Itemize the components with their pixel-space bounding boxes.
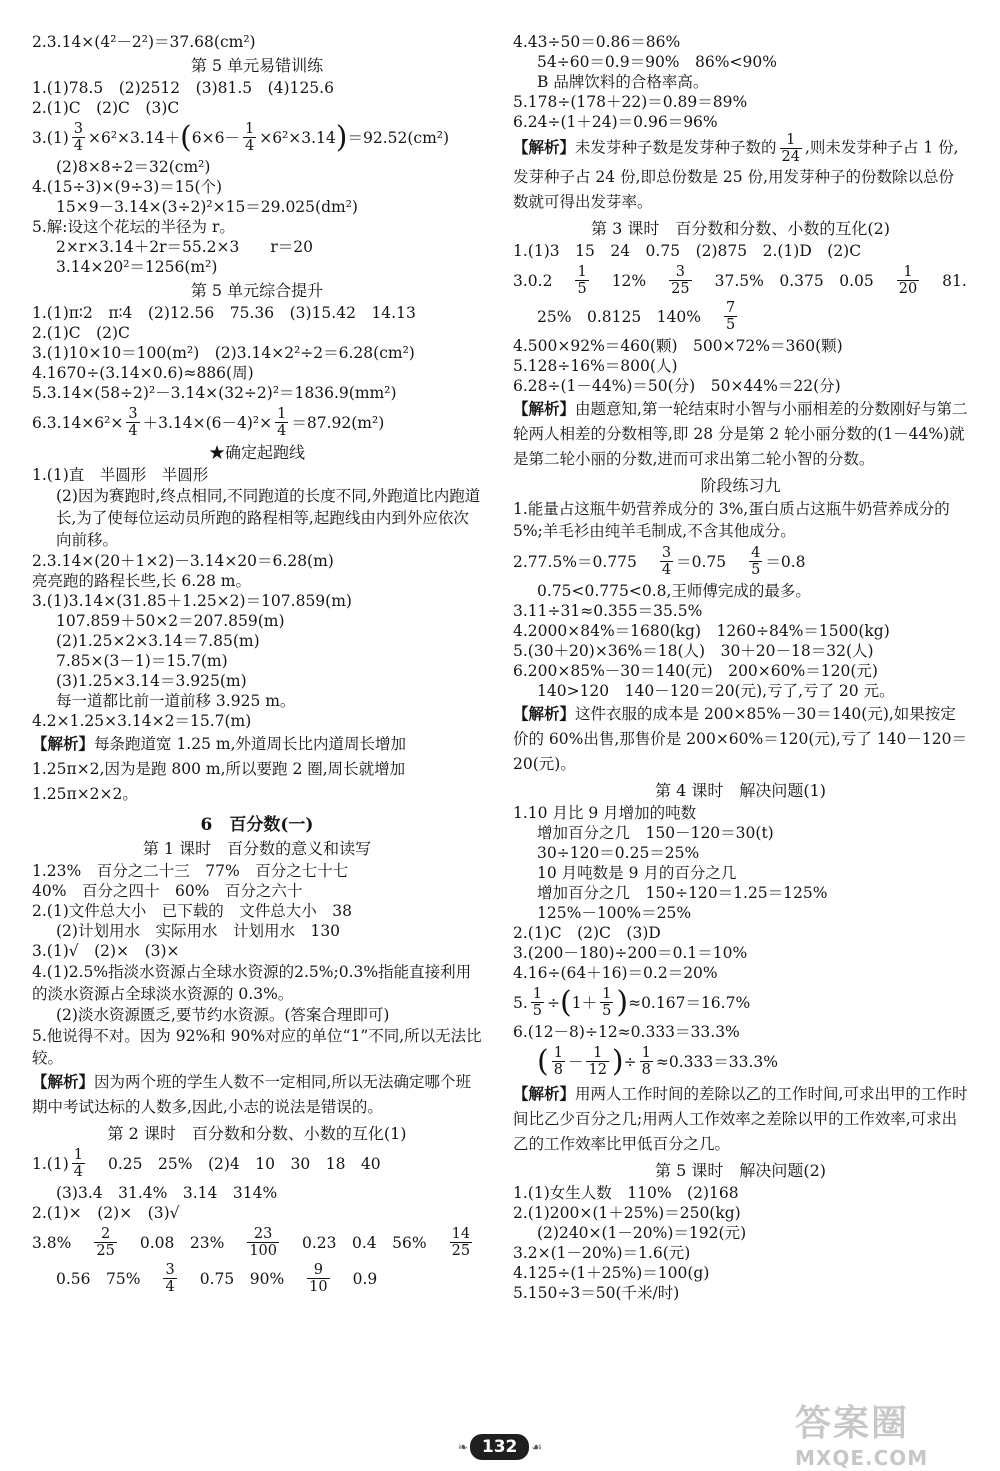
- fraction: 1 12: [588, 1045, 607, 1078]
- text: 0.56 75%: [56, 1269, 141, 1288]
- answer-line: 2.(1)× (2)× (3)√: [32, 1204, 180, 1222]
- answer-line: 125%－100%＝25%: [537, 904, 692, 922]
- answer-line: (3)3.4 31.4% 3.14 314%: [56, 1184, 278, 1202]
- answer-line: (3)1.25×3.14＝3.925(m): [56, 672, 247, 690]
- answer-line: 54÷60＝0.9＝90% 86%<90%: [537, 53, 777, 71]
- answer-line: 3.2×(1－20%)＝1.6(元): [513, 1244, 691, 1262]
- answer-line: 3.(1)10×10＝100(m²) (2)3.14×2²÷2＝6.28(cm²): [32, 344, 415, 362]
- analysis-label: 【解析】: [32, 1072, 95, 1091]
- text: ＝0.8: [765, 552, 806, 571]
- section-heading: 第 2 课时 百分数和分数、小数的互化(1): [107, 1124, 407, 1143]
- fraction: $\frac{1}{5}$: [532, 986, 543, 1019]
- analysis-text: 因为两个班的学生人数不一定相同,所以无法确定哪个班期中考试达标的人数多,因此,小志的说法是错误的。: [32, 1073, 471, 1116]
- answer-line: 2.(1)C (2)C (3)C: [32, 99, 180, 117]
- fraction: 3 4: [661, 545, 672, 578]
- fraction: $\frac{3}{4}$: [73, 121, 83, 154]
- answer-line: 2.(1)C (2)C: [32, 324, 130, 342]
- fraction: 7 5: [726, 300, 736, 333]
- answer-line-formula: [32, 1262, 482, 1295]
- text: 3.0.2: [513, 271, 553, 290]
- answer-line: 5.150÷3＝50(千米/时): [513, 1284, 680, 1302]
- text: 0.25 25% (2)4 10 30 18 40: [107, 1154, 381, 1173]
- page-number: [450, 1430, 550, 1464]
- answer-line: (2)计划用水 实际用水 计划用水 130: [56, 922, 341, 940]
- answer-line: 1.23% 百分之二十三 77% 百分之七十七: [32, 862, 349, 880]
- paren: ): [335, 119, 348, 155]
- analysis-label: 【解析】: [513, 399, 576, 418]
- fraction: $\frac{1}{4}$: [244, 121, 255, 154]
- answer-line: B 品牌饮料的合格率高。: [537, 73, 709, 91]
- answer-line: 5.解:设这个花坛的半径为 r。: [32, 218, 235, 236]
- text: ＝87.92(m²): [291, 413, 385, 432]
- text: 5.: [513, 993, 528, 1012]
- text: ＝0.75: [676, 552, 727, 571]
- section-heading: 阶段练习九: [700, 476, 781, 495]
- text: 3.(1): [32, 128, 69, 147]
- analysis-text: 用两人工作时间的差除以乙的工作时间,可求出甲的工作时间比乙少百分之几;用两人工作效率之差除以甲的工作效率,可求出乙的工作效率比甲低百分之几。: [513, 1085, 968, 1153]
- fraction: 2 25: [96, 1226, 115, 1259]
- answer-line: 3.14×20²＝1256(m²): [56, 258, 218, 276]
- answer-line: (2)淡水资源匮乏,要节约水资源。(答案合理即可): [56, 1006, 390, 1024]
- section-heading: 第 5 单元易错训练: [190, 56, 324, 75]
- answer-line: 15×9－3.14×(3÷2)²×15＝29.025(dm²): [56, 198, 358, 216]
- answer-line: 1.10 月比 9 月增加的吨数: [513, 804, 697, 822]
- section-heading: 第 5 课时 解决问题(2): [654, 1161, 827, 1180]
- answer-line: (2)240×(1－20%)＝192(元): [537, 1224, 747, 1242]
- text: ＝92.52(cm²): [347, 128, 450, 147]
- answer-line: 1.(1)直 半圆形 半圆形: [32, 466, 209, 484]
- answer-line: 4.16÷(64＋16)＝0.2＝20%: [513, 964, 718, 982]
- answer-line-formula: [513, 986, 968, 1019]
- text: 81.: [942, 271, 967, 290]
- answer-line: 4.125÷(1＋25%)＝100(g): [513, 1264, 710, 1282]
- analysis-text: 由题意知,第一轮结束时小智与小丽相差的分数刚好与第二轮两人相差的分数相等,即 28 分是第 2 轮小丽分数的(1－44%)就是第二轮小丽的分数,进而可求出第二轮小智的分数。: [513, 400, 968, 468]
- answer-line: (2)8×8÷2＝32(cm²): [56, 158, 211, 176]
- text: 1＋: [571, 993, 598, 1012]
- answer-line: 1.(1)π∶2 π∶4 (2)12.56 75.36 (3)15.42 14.13: [32, 304, 416, 322]
- answer-line: 30÷120＝0.25＝25%: [537, 844, 700, 862]
- section-heading: 第 4 课时 解决问题(1): [654, 781, 827, 800]
- fraction: 1 4: [73, 1147, 83, 1180]
- text: ≈0.333＝33.3%: [655, 1052, 778, 1071]
- answer-line: 5.128÷16%＝800(人): [513, 357, 678, 375]
- analysis-paragraph: [513, 132, 968, 215]
- right-column: [513, 32, 968, 1303]
- analysis-text: ,则未发芽种子占 1 份,发芽种子占 24 份,即总份数是 25 份,用发芽种子的份数除以总份数就可得出发芽率。: [513, 138, 959, 211]
- fraction: 4 5: [751, 545, 761, 578]
- fraction: $\frac{3}{4}$: [128, 406, 138, 439]
- section-heading: 第 1 课时 百分数的意义和读写: [142, 839, 372, 858]
- answer-line-formula: [513, 300, 968, 333]
- paren: ): [611, 1043, 624, 1079]
- answer-line: 增加百分之几 150－120＝30(t): [537, 824, 774, 842]
- answer-line: 增加百分之几 150÷120＝1.25＝125%: [537, 884, 828, 902]
- text: 12%: [611, 271, 647, 290]
- fraction: $\frac{1}{24}$: [781, 132, 800, 165]
- section-heading: 第 5 单元综合提升: [190, 281, 324, 300]
- answer-paragraph: 5.他说得不对。因为 92%和 90%对应的单位“1”不同,所以无法比较。: [32, 1027, 482, 1067]
- text: ×6²×3.14: [259, 128, 336, 147]
- watermark: [795, 1395, 985, 1470]
- text: 3.8%: [32, 1233, 72, 1252]
- text: ＋3.14×(6－4)²×: [142, 413, 273, 432]
- answer-line: 7.85×(3－1)＝15.7(m): [56, 652, 228, 670]
- answer-line: 40% 百分之四十 60% 百分之六十: [32, 882, 303, 900]
- answer-line-formula: [32, 406, 482, 439]
- answer-line: 亮亮跑的路程长些,长 6.28 m。: [32, 572, 251, 590]
- fraction: 1 5: [602, 986, 612, 1019]
- answer-line: 1.(1)女生人数 110% (2)168: [513, 1184, 739, 1202]
- answer-line: 3.(1)√ (2)× (3)×: [32, 942, 180, 960]
- text: 0.08 23%: [139, 1233, 225, 1252]
- answer-line: 5.178÷(178＋22)＝0.89＝89%: [513, 93, 748, 111]
- answer-line: 2.3.14×(4²－2²)＝37.68(cm²): [32, 33, 256, 51]
- answer-line: 2×r×3.14＋2r＝55.2×3 r＝20: [56, 238, 314, 256]
- text: 37.5% 0.375 0.05: [714, 271, 874, 290]
- answer-line: 140>120 140－120＝20(元),亏了,亏了 20 元。: [537, 682, 895, 700]
- text: 6.3.14×6²×: [32, 413, 124, 432]
- text: ×6²×3.14＋: [87, 128, 181, 147]
- answer-line-formula: [32, 1147, 482, 1180]
- text: ≈0.167＝16.7%: [628, 993, 751, 1012]
- answer-line: 每一道都比前一道前移 3.925 m。: [56, 692, 296, 710]
- text: 6×6－: [191, 128, 240, 147]
- answer-line-formula: [513, 545, 968, 578]
- fraction: 3 25: [671, 264, 690, 297]
- answer-line: 3.(200－180)÷200＝0.1＝10%: [513, 944, 748, 962]
- answer-line: 4.(15÷3)×(9÷3)＝15(个): [32, 178, 223, 196]
- text: 0.9: [352, 1269, 378, 1288]
- text: 0.23 0.4 56%: [302, 1233, 427, 1252]
- answer-line: 2.3.14×(20＋1×2)－3.14×20＝6.28(m): [32, 552, 334, 570]
- fraction: 1 20: [898, 264, 918, 297]
- analysis-label: 【解析】: [513, 704, 576, 723]
- analysis-text: 未发芽种子数是发芽种子数的: [575, 138, 777, 157]
- answer-line: 3.11÷31≈0.355＝35.5%: [513, 602, 703, 620]
- watermark-line1: 答案圈: [795, 1403, 910, 1444]
- answer-line: (2)1.25×2×3.14＝7.85(m): [56, 632, 260, 650]
- answer-line: 4.2×1.25×3.14×2＝15.7(m): [32, 712, 252, 730]
- answer-line: 4.500×92%＝460(颗) 500×72%＝360(颗): [513, 337, 843, 355]
- answer-line-formula: [32, 121, 482, 154]
- analysis-text: 这件衣服的成本是 200×85%－30＝140(元),如果按定价的 60%出售,那售价是 200×60%＝120(元),亏了 140－120＝20(元)。: [513, 705, 967, 773]
- answer-paragraph: 1.能量占这瓶牛奶营养成分的 3%,蛋白质占这瓶牛奶营养成分的 5%;羊毛衫由纯羊毛制成,不含其他成分。: [513, 500, 950, 540]
- answer-paragraph: 4.(1)2.5%指淡水资源占全球水资源的2.5%;0.3%指能直接利用的淡水资源占全球淡水资源的 0.3%。: [32, 963, 472, 1003]
- fraction: 1 8: [553, 1045, 563, 1078]
- text: ÷: [623, 1052, 637, 1071]
- paren: (: [560, 984, 572, 1020]
- answer-line: 3.(1)3.14×(31.85＋1.25×2)＝107.859(m): [32, 592, 352, 610]
- answer-line: 4.2000×84%＝1680(kg) 1260÷84%＝1500(kg): [513, 622, 890, 640]
- answer-line: 6.24÷(1＋24)＝0.96＝96%: [513, 113, 718, 131]
- fraction: $\frac{1}{8}$: [641, 1045, 651, 1078]
- answer-line: 2.(1)C (2)C (3)D: [513, 924, 661, 942]
- answer-line: 5.(30＋20)×36%＝18(人) 30＋20－18＝32(人): [513, 642, 874, 660]
- fraction: 9 10: [309, 1262, 328, 1295]
- answer-line: 6.200×85%－30＝140(元) 200×60%＝120(元): [513, 662, 878, 680]
- answer-line: 2.(1)文件总大小 已下载的 文件总大小 38: [32, 902, 352, 920]
- answer-line: 1.(1)78.5 (2)2512 (3)81.5 (4)125.6: [32, 79, 334, 97]
- chapter-heading: 6 百分数(一): [200, 815, 314, 835]
- section-heading: 第 3 课时 百分数和分数、小数的互化(2): [590, 219, 891, 238]
- analysis-label: 【解析】: [513, 137, 576, 157]
- fraction: 1 5: [577, 264, 587, 297]
- wing-ornament-icon: ❧: [457, 1440, 468, 1454]
- answer-line: 4.1670÷(3.14×0.6)≈886(周): [32, 364, 254, 382]
- section-heading: ★确定起跑线: [208, 443, 305, 462]
- text: 0.75 90%: [199, 1269, 285, 1288]
- paren: (: [180, 119, 192, 155]
- answer-line: 107.859＋50×2＝207.859(m): [56, 612, 285, 630]
- paren: (: [537, 1043, 549, 1079]
- analysis-paragraph: [32, 1069, 482, 1120]
- paren: ): [616, 984, 629, 1020]
- answer-line-formula: [513, 1045, 968, 1078]
- text: 25% 0.8125 140%: [537, 307, 701, 326]
- answer-paragraph: (2)因为赛跑时,终点相同,不同跑道的长度不同,外跑道比内跑道长,为了使每位运动员所跑的路程相等,起跑线由内到外应依次向前移。: [56, 487, 481, 549]
- fraction: 3 4: [165, 1262, 175, 1295]
- answer-line: 10 月吨数是 9 月的百分之几: [537, 864, 737, 882]
- analysis-text: 每条跑道宽 1.25 m,外道周长比内道周长增加 1.25π×2,因为是跑 800 m,所以要跑 2 圈,周长就增加 1.25π×2×2。: [32, 735, 407, 803]
- answer-line-formula: [32, 1226, 482, 1259]
- answer-line: 0.75<0.775<0.8,王师傅完成的最多。: [537, 582, 811, 600]
- analysis-label: 【解析】: [32, 734, 95, 753]
- fraction: 14 25: [451, 1226, 471, 1259]
- analysis-paragraph: [513, 396, 968, 472]
- minus: －: [567, 1052, 584, 1071]
- answer-line: 2.(1)200×(1＋25%)＝250(kg): [513, 1204, 741, 1222]
- text: 2.77.5%＝0.775: [513, 552, 637, 571]
- text: ÷: [547, 993, 561, 1012]
- fraction: $\frac{1}{4}$: [277, 406, 287, 439]
- watermark-line2: MXQE.COM: [795, 1446, 929, 1470]
- analysis-label: 【解析】: [513, 1084, 576, 1103]
- analysis-paragraph: [32, 731, 482, 807]
- answer-line-formula: [513, 264, 968, 297]
- fraction: 23 100: [249, 1226, 277, 1259]
- answer-line: 1.(1)3 15 24 0.75 (2)875 2.(1)D (2)C: [513, 242, 862, 260]
- text: 1.(1): [32, 1154, 69, 1173]
- analysis-paragraph: [513, 1081, 968, 1157]
- wing-ornament-icon: ☙: [531, 1440, 543, 1454]
- answer-line: 5.3.14×(58÷2)²－3.14×(32÷2)²＝1836.9(mm²): [32, 384, 397, 402]
- answer-line: 6.28÷(1－44%)＝50(分) 50×44%＝22(分): [513, 377, 841, 395]
- left-column: [32, 32, 482, 1298]
- page-number-badge: 132: [470, 1434, 530, 1460]
- answer-line: 6.(12－8)÷12≈0.333＝33.3%: [513, 1023, 740, 1041]
- answer-line: 4.43÷50＝0.86＝86%: [513, 33, 681, 51]
- analysis-paragraph: [513, 701, 968, 777]
